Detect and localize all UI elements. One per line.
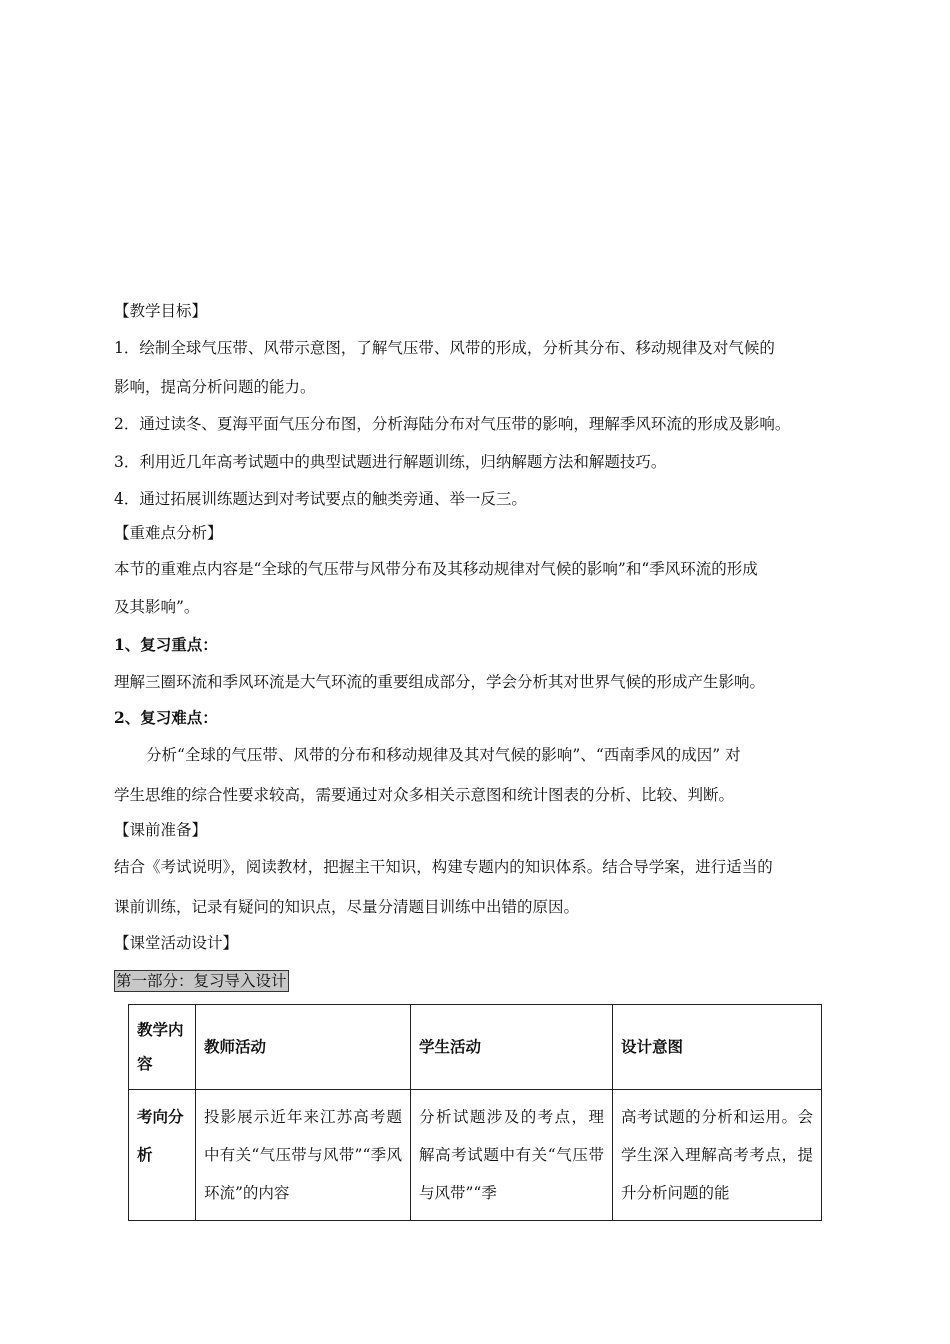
- lesson-table: [128, 1004, 822, 1221]
- header-cell: 教学内容: [129, 1005, 196, 1090]
- key-heading: 1、复习重点：: [114, 635, 218, 654]
- heading-analysis: 【重难点分析】: [114, 524, 223, 542]
- difficult-heading: 2、复习难点：: [114, 708, 218, 727]
- key-text: 理解三圈环流和季风环流是大气环流的重要组成部分，学会分析其对世界气候的形成产生影响。: [114, 673, 766, 691]
- student-cell: 分析试题涉及的考点，理解高考试题中有关“气压带与风带”“季: [411, 1090, 613, 1221]
- difficult-line: 分析“全球的气压带、风带的分布和移动规律及其对气候的影响”、“西南季风的成因” 对: [146, 746, 741, 764]
- table-row: [129, 1090, 822, 1221]
- part-label: 第一部分：复习导入设计: [116, 972, 287, 990]
- intent-cell: 高考试题的分析和运用。会学生深入理解高考考点，提升分析问题的能: [613, 1090, 822, 1221]
- difficult-line: 学生思维的综合性要求较高，需要通过对众多相关示意图和统计图表的分析、比较、判断。: [114, 786, 735, 804]
- prep-line: 结合《考试说明》，阅读教材，把握主干知识，构建专题内的知识体系。结合导学案，进行适当的: [114, 858, 773, 876]
- objective-line: 3．利用近几年高考试题中的典型试题进行解题训练，归纳解题方法和解题技巧。: [114, 453, 667, 471]
- header-cell: 学生活动: [411, 1005, 613, 1090]
- objective-line: 1．绘制全球气压带、风带示意图，了解气压带、风带的形成，分析其分布、移动规律及对气候的: [114, 339, 775, 357]
- objective-line: 4．通过拓展训练题达到对考试要点的触类旁通、举一反三。: [114, 490, 527, 508]
- header-cell: 设计意图: [613, 1005, 822, 1090]
- topic-cell: 考向分析: [129, 1090, 196, 1221]
- analysis-line: 及其影响”。: [114, 598, 200, 616]
- objective-line: 影响，提高分析问题的能力。: [114, 378, 316, 396]
- heading-objectives: 【教学目标】: [114, 302, 208, 320]
- prep-line: 课前训练，记录有疑问的知识点，尽量分清题目训练中出错的原因。: [114, 898, 580, 916]
- objective-line: 2．通过读冬、夏海平面气压分布图，分析海陆分布对气压带的影响，理解季风环流的形成及影响。: [114, 415, 791, 433]
- teacher-cell: 投影展示近年来江苏高考题中有关“气压带与风带”“季风环流”的内容: [196, 1090, 411, 1221]
- heading-activity: 【课堂活动设计】: [114, 934, 239, 952]
- header-cell: 教师活动: [196, 1005, 411, 1090]
- heading-prep: 【课前准备】: [114, 821, 208, 839]
- table-header-row: [129, 1005, 822, 1090]
- analysis-line: 本节的重难点内容是“全球的气压带与风带分布及其移动规律对气候的影响”和“季风环流的形成: [114, 560, 758, 578]
